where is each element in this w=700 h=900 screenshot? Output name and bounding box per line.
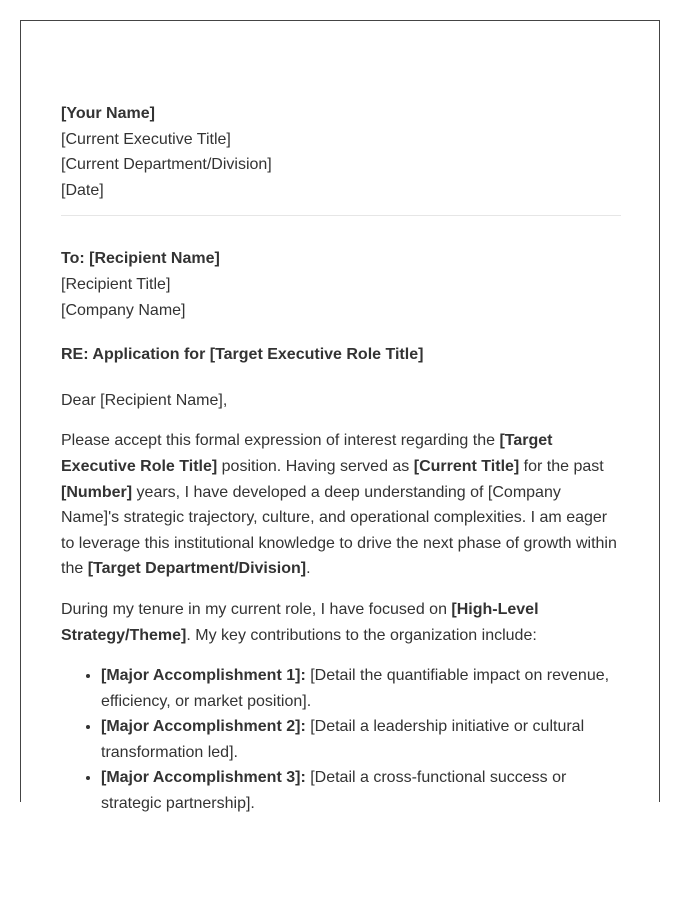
intro-target-department: [Target Department/Division] xyxy=(87,560,307,578)
accomplishment-label: [Major Accomplishment 1]: xyxy=(101,667,306,685)
intro-text-5: . xyxy=(306,560,311,578)
intro-paragraph xyxy=(61,428,621,582)
accomplishment-detail: [Detail a cross-functional success or strategic partnership]. xyxy=(101,769,567,813)
letter-content xyxy=(61,101,621,817)
intro-text-2: position. Having served as xyxy=(217,457,414,475)
sender-department: [Current Department/Division] xyxy=(61,156,272,174)
sender-name: [Your Name] xyxy=(61,105,155,122)
list-item xyxy=(101,714,621,765)
recipient-company: [Company Name] xyxy=(61,301,186,319)
accomplishment-detail: [Detail a leadership initiative or cultural transformation led]. xyxy=(101,718,585,761)
intro-years-number: [Number] xyxy=(61,483,133,501)
letter-date: [Date] xyxy=(61,181,104,199)
recipient-block xyxy=(61,246,621,323)
accomplishment-label: [Major Accomplishment 2]: xyxy=(101,718,306,736)
accomplishment-label: [Major Accomplishment 3]: xyxy=(101,769,306,787)
intro-text-4: years, I have developed a deep understanding of [Company Name]'s strategic trajectory, culture, and operational complexities. I am eager to leverage this institutional knowledge to drive the next phase of growth within the xyxy=(61,483,617,578)
intro-text-3: for the past xyxy=(519,457,604,475)
intro-target-role: [Target Executive Role Title] xyxy=(61,432,553,475)
sender-block xyxy=(61,101,621,203)
accomplishment-detail: [Detail the quantifiable impact on revenue, efficiency, or market position]. xyxy=(101,667,610,710)
list-item xyxy=(101,663,621,714)
intro-current-title: [Current Title] xyxy=(413,457,520,475)
list-item xyxy=(101,765,621,816)
recipient-name: To: [Recipient Name] xyxy=(61,250,220,268)
header-divider xyxy=(61,215,621,216)
accomplishments-list xyxy=(61,663,621,817)
tenure-text-1: During my tenure in my current role, I have focused on xyxy=(61,600,452,618)
tenure-text-2: . My key contributions to the organization include: xyxy=(186,626,537,644)
intro-text-1: Please accept this formal expression of interest regarding the xyxy=(61,432,500,450)
tenure-paragraph xyxy=(61,597,621,648)
sender-title: [Current Executive Title] xyxy=(61,130,231,148)
subject-line: RE: Application for [Target Executive Role Title] xyxy=(61,346,424,364)
salutation: Dear [Recipient Name], xyxy=(61,391,228,409)
recipient-title: [Recipient Title] xyxy=(61,275,171,293)
tenure-strategy-theme: [High-Level Strategy/Theme] xyxy=(61,600,539,644)
letter-page xyxy=(20,20,660,813)
